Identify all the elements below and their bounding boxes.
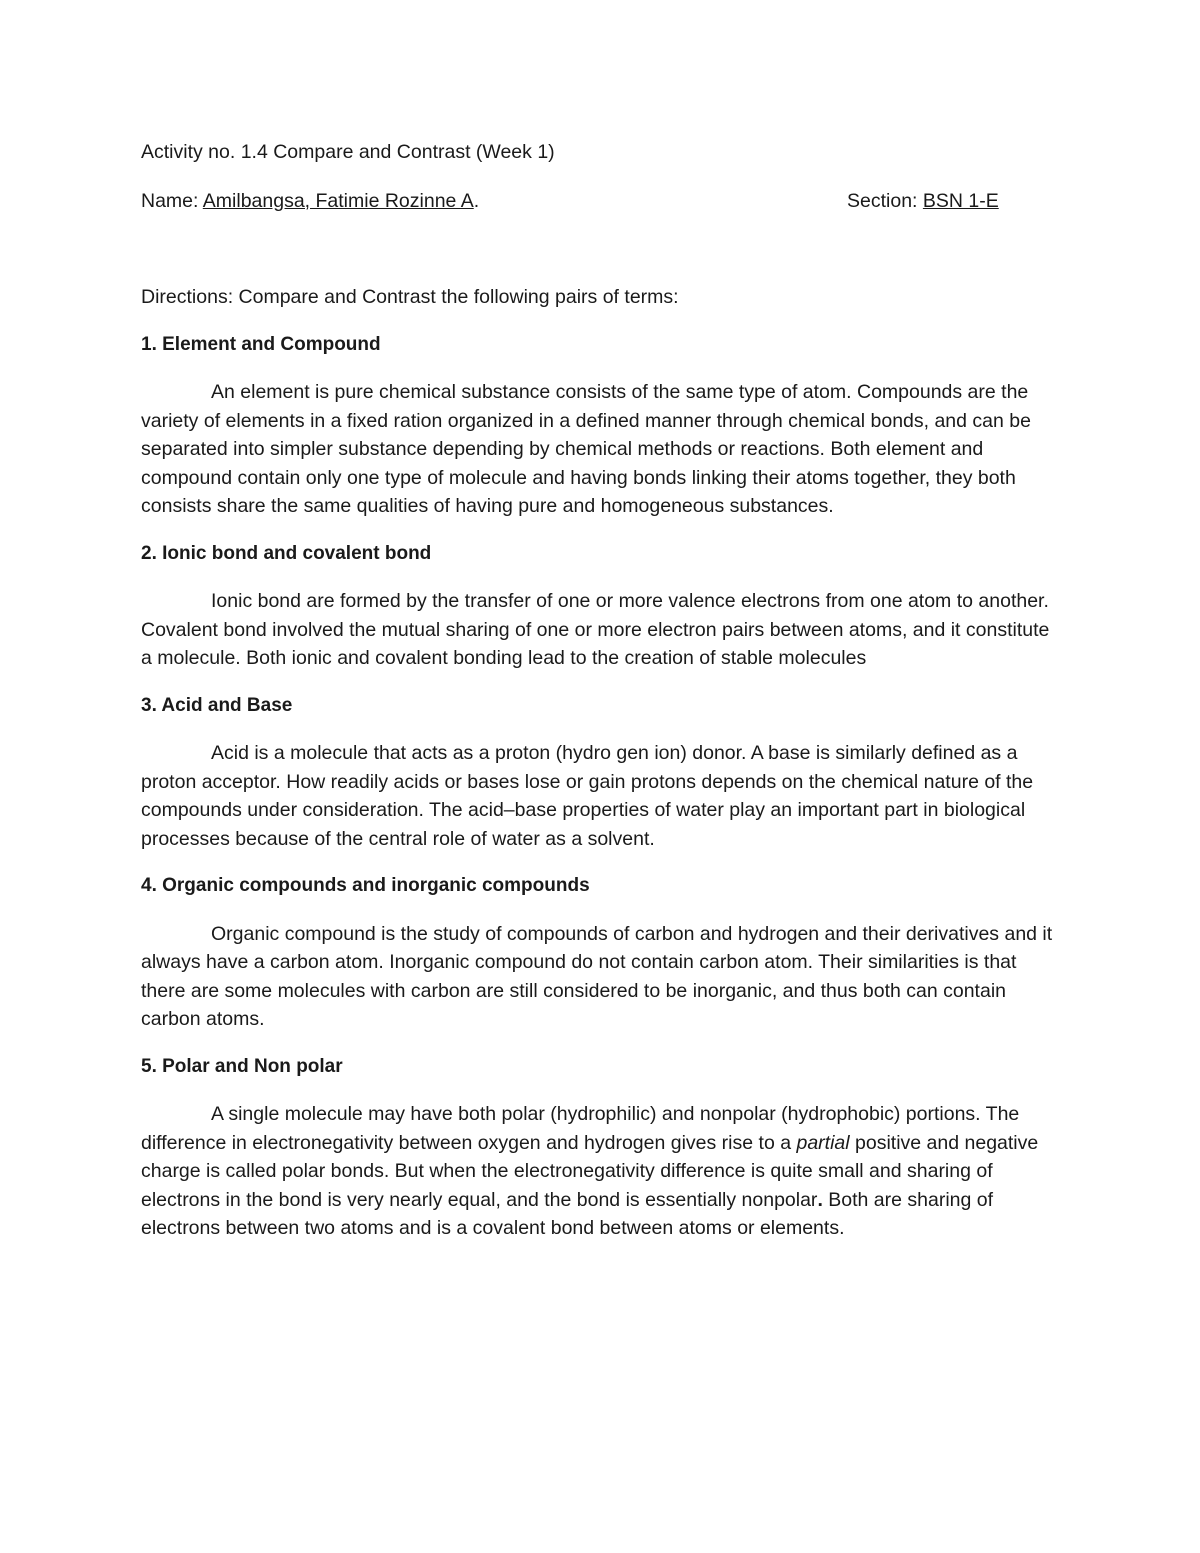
item-body-2: Ionic bond are formed by the transfer of one or more valence electrons from one atom to another. Covalent bond involved the mutual sharing of one or more electron pairs between atoms, and it constitute a molecule. Both ionic and covalent bonding lead to the creation of stable molecules — [141, 590, 1050, 669]
item-body-5-part3: Both are sharing of electrons between two atoms and is a covalent bond between atoms or elements. — [141, 1188, 994, 1239]
item-body-5 — [141, 1100, 1061, 1243]
section-label: Section: — [847, 189, 918, 212]
name-label: Name: — [141, 189, 199, 212]
document-page — [141, 138, 1061, 1262]
item-heading-2: 2. Ionic bond and covalent bond — [141, 542, 432, 564]
directions-text: Directions: Compare and Contrast the following pairs of terms: — [141, 286, 679, 308]
document-title: Activity no. 1.4 Compare and Contrast (Week 1) — [141, 141, 555, 163]
item-body-5-bold: . — [817, 1188, 823, 1211]
student-name: Amilbangsa, Fatimie Rozinne A — [202, 189, 474, 212]
item-body-5-part2: positive and negative charge is called polar bonds. But when the electronegativity difference is quite small and sharing of electrons in the bond is very nearly equal, and the bond is essentially nonpolar — [141, 1131, 1039, 1211]
student-info-row — [141, 187, 1061, 216]
item-heading-5: 5. Polar and Non polar — [141, 1055, 343, 1077]
item-body-1: An element is pure chemical substance consists of the same type of atom. Compounds are the variety of elements in a fixed ration organized in a defined manner through chemical bonds, and can be separated into simpler substance depending by chemical methods or reactions. Both element and compound contain only one type of molecule and having bonds linking their atoms together, they both consists share the same qualities of having pure and homogeneous substances. — [141, 381, 1031, 517]
item-heading-4: 4. Organic compounds and inorganic compounds — [141, 875, 590, 896]
section-value: BSN 1-E — [922, 189, 999, 212]
item-heading-1: 1. Element and Compound — [141, 333, 381, 355]
item-heading-3: 3. Acid and Base — [141, 694, 293, 716]
section-field — [847, 187, 999, 216]
item-body-5-italic: partial — [796, 1131, 850, 1154]
name-suffix: . — [473, 189, 480, 212]
item-body-3: Acid is a molecule that acts as a proton (hydro gen ion) donor. A base is similarly defined as a proton acceptor. How readily acids or bases lose or gain protons depends on the chemical nature of the compounds under consideration. The acid–base properties of water play an important part in biological processes because of the central role of water as a solvent. — [141, 742, 1034, 850]
item-body-5-part1: A single molecule may have both polar (hydrophilic) and nonpolar (hydrophobic) portions. The difference in electronegativity between oxygen and hydrogen gives rise to a — [141, 1103, 1020, 1154]
name-field — [141, 190, 479, 212]
item-body-4: Organic compound is the study of compounds of carbon and hydrogen and their derivatives and it always have a carbon atom. Inorganic compound do not contain carbon atom. Their similarities is that there are some molecules with carbon are still considered to be inorganic, and thus both can contain carbon atoms. — [141, 922, 1053, 1030]
